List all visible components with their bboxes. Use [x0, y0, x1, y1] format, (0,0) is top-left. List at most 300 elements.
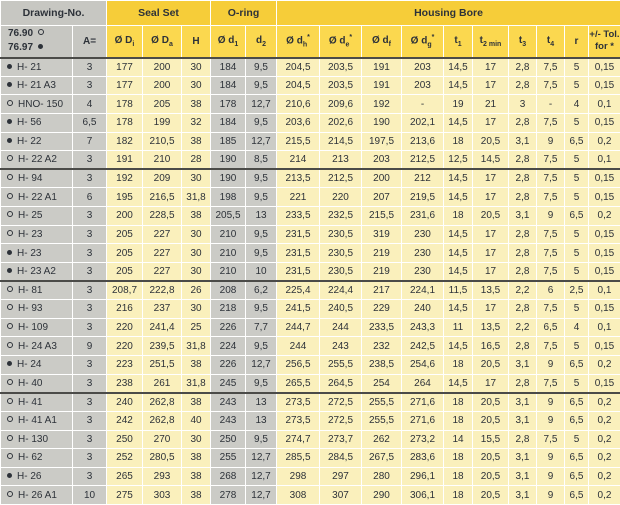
value-cell: 38 — [182, 356, 211, 375]
value-cell: 220 — [107, 337, 143, 356]
col-header-dh: Ø $d_h^*$ — [277, 26, 320, 58]
value-cell: 14,5 — [444, 337, 473, 356]
value-cell: 3 — [73, 356, 107, 375]
value-cell: 30 — [182, 58, 211, 77]
drawing-no-label: H- 62 — [18, 452, 43, 464]
table-row — [1, 244, 620, 263]
open-circle-icon — [7, 398, 13, 404]
value-cell: 9,5 — [246, 337, 277, 356]
value-cell: 0,2 — [589, 467, 620, 486]
value-cell: 230 — [402, 262, 444, 281]
value-cell: 208,7 — [107, 281, 143, 300]
value-cell: 191 — [362, 76, 402, 95]
open-circle-icon — [7, 491, 13, 497]
value-cell: 3 — [73, 430, 107, 449]
value-cell: 197,5 — [362, 132, 402, 151]
filled-circle-icon — [7, 138, 12, 143]
value-cell: 3,1 — [509, 207, 537, 226]
value-cell: 10 — [73, 486, 107, 505]
open-circle-icon — [38, 29, 44, 35]
drawing-no-cell — [1, 244, 73, 263]
value-cell: 14,5 — [444, 244, 473, 263]
table-row — [1, 113, 620, 132]
col-header-d2: $d_2$ — [246, 26, 277, 58]
value-cell: 14,5 — [444, 300, 473, 319]
value-cell: 250 — [107, 430, 143, 449]
value-cell: 280 — [362, 467, 402, 486]
value-cell: 13,5 — [473, 318, 509, 337]
value-cell: 12,7 — [246, 95, 277, 114]
value-cell: 5 — [565, 151, 589, 170]
value-cell: 243 — [211, 411, 246, 430]
value-cell: 241,5 — [277, 300, 320, 319]
value-cell: 205 — [143, 95, 182, 114]
value-cell: 16,5 — [473, 337, 509, 356]
value-cell: 272,5 — [320, 393, 362, 412]
column-header-row — [1, 26, 620, 58]
value-cell: 274,7 — [277, 430, 320, 449]
value-cell: 178 — [211, 95, 246, 114]
value-cell: 261 — [143, 374, 182, 393]
o-ring-group-header: O-ring — [211, 1, 277, 26]
value-cell: 218 — [211, 300, 246, 319]
series-76-90 — [8, 27, 72, 41]
value-cell: 13 — [246, 393, 277, 412]
value-cell: 0,1 — [589, 95, 620, 114]
value-cell: 17 — [473, 374, 509, 393]
drawing-no-label: HNO- 150 — [18, 98, 64, 110]
value-cell: 278 — [211, 486, 246, 505]
value-cell: 268 — [211, 467, 246, 486]
col-header-t2min: $t_{2 min}$ — [473, 26, 509, 58]
value-cell: 6,5 — [565, 449, 589, 468]
drawing-no-cell — [1, 225, 73, 244]
value-cell: 221 — [277, 188, 320, 207]
table-row — [1, 262, 620, 281]
value-cell: 184 — [211, 113, 246, 132]
value-cell: 190 — [211, 169, 246, 188]
value-cell: 2,8 — [509, 244, 537, 263]
value-cell: 3 — [73, 300, 107, 319]
table-row — [1, 411, 620, 430]
value-cell: 7,5 — [537, 58, 565, 77]
value-cell: 5 — [565, 58, 589, 77]
drawing-no-label: H- 93 — [18, 303, 43, 315]
value-cell: 30 — [182, 430, 211, 449]
value-cell: 4 — [73, 95, 107, 114]
value-cell: 255,5 — [362, 411, 402, 430]
value-cell: 217 — [362, 281, 402, 300]
value-cell: 9 — [537, 207, 565, 226]
value-cell: 3 — [73, 262, 107, 281]
value-cell: 226 — [211, 356, 246, 375]
value-cell: 11,5 — [444, 281, 473, 300]
drawing-no-label: H- 41 A1 — [18, 415, 57, 427]
table-row — [1, 169, 620, 188]
value-cell: 3 — [73, 318, 107, 337]
value-cell: 6,5 — [565, 486, 589, 505]
value-cell: 7,5 — [537, 337, 565, 356]
value-cell: 32 — [182, 113, 211, 132]
drawing-no-cell — [1, 262, 73, 281]
drawing-no-cell — [1, 318, 73, 337]
open-circle-icon — [7, 453, 13, 459]
value-cell: 192 — [362, 95, 402, 114]
drawing-no-label: H- 24 A3 — [18, 340, 57, 352]
value-cell: 262,8 — [143, 393, 182, 412]
col-header-df: Ø $d_f$ — [362, 26, 402, 58]
value-cell: 2,2 — [509, 318, 537, 337]
value-cell: 38 — [182, 207, 211, 226]
value-cell: 219 — [362, 262, 402, 281]
open-circle-icon — [7, 193, 13, 199]
value-cell: 185 — [211, 132, 246, 151]
value-cell: 205 — [107, 262, 143, 281]
value-cell: 20,5 — [473, 467, 509, 486]
value-cell: 0,2 — [589, 356, 620, 375]
open-circle-icon — [7, 304, 13, 310]
value-cell: 2,8 — [509, 76, 537, 95]
series-code: 76.97 — [8, 42, 34, 54]
value-cell: 238 — [107, 374, 143, 393]
value-cell: 210 — [211, 262, 246, 281]
value-cell: 0,15 — [589, 169, 620, 188]
table-row — [1, 151, 620, 170]
value-cell: 3 — [73, 374, 107, 393]
drawing-no-cell — [1, 393, 73, 412]
table-row — [1, 58, 620, 77]
value-cell: 20,5 — [473, 486, 509, 505]
value-cell: 14,5 — [444, 113, 473, 132]
value-cell: 9,5 — [246, 188, 277, 207]
value-cell: 2,8 — [509, 169, 537, 188]
value-cell: 9,5 — [246, 244, 277, 263]
value-cell: 240,5 — [320, 300, 362, 319]
value-cell: 230,5 — [320, 244, 362, 263]
value-cell: 6,5 — [565, 411, 589, 430]
value-cell: 0,2 — [589, 430, 620, 449]
value-cell: 25 — [182, 318, 211, 337]
value-cell: 14,5 — [473, 151, 509, 170]
value-cell: 0,2 — [589, 132, 620, 151]
value-cell: 0,15 — [589, 374, 620, 393]
value-cell: 244 — [320, 318, 362, 337]
value-cell: 228,5 — [143, 207, 182, 226]
value-cell: 184 — [211, 58, 246, 77]
drawing-no-cell — [1, 76, 73, 95]
value-cell: 3,1 — [509, 467, 537, 486]
col-header-a: A= — [73, 26, 107, 58]
value-cell: 3 — [73, 411, 107, 430]
value-cell: 5 — [565, 337, 589, 356]
value-cell: 17 — [473, 58, 509, 77]
drawing-no-cell — [1, 356, 73, 375]
value-cell: 0,15 — [589, 337, 620, 356]
value-cell: 12,7 — [246, 356, 277, 375]
value-cell: 0,2 — [589, 207, 620, 226]
value-cell: 242,5 — [402, 337, 444, 356]
open-circle-icon — [7, 379, 13, 385]
value-cell: 0,15 — [589, 188, 620, 207]
col-header-t4: $t_4$ — [537, 26, 565, 58]
value-cell: 177 — [107, 58, 143, 77]
value-cell: 190 — [362, 113, 402, 132]
value-cell: 14 — [444, 430, 473, 449]
value-cell: 12,7 — [246, 449, 277, 468]
value-cell: 215,5 — [277, 132, 320, 151]
value-cell: 28 — [182, 151, 211, 170]
drawing-no-cell — [1, 430, 73, 449]
value-cell: 9,5 — [246, 76, 277, 95]
value-cell: 264 — [402, 374, 444, 393]
drawing-no-cell — [1, 281, 73, 300]
value-cell: 230 — [402, 225, 444, 244]
value-cell: 239,5 — [143, 337, 182, 356]
value-cell: 273,2 — [402, 430, 444, 449]
value-cell: 0,2 — [589, 486, 620, 505]
value-cell: 38 — [182, 393, 211, 412]
value-cell: 232 — [362, 337, 402, 356]
drawing-no-label: H- 94 — [18, 173, 43, 185]
value-cell: 5 — [565, 430, 589, 449]
value-cell: 293 — [143, 467, 182, 486]
drawing-no-cell — [1, 58, 73, 77]
value-cell: 200 — [362, 169, 402, 188]
value-cell: 0,1 — [589, 281, 620, 300]
value-cell: 17 — [473, 244, 509, 263]
value-cell: 20,5 — [473, 449, 509, 468]
drawing-no-label: H- 23 — [18, 228, 43, 240]
value-cell: 18 — [444, 356, 473, 375]
open-circle-icon — [7, 342, 13, 348]
value-cell: 227 — [143, 225, 182, 244]
value-cell: 227 — [143, 244, 182, 263]
drawing-no-label: H- 24 — [17, 359, 42, 371]
value-cell: 303 — [143, 486, 182, 505]
table-row — [1, 225, 620, 244]
value-cell: 9,5 — [246, 169, 277, 188]
value-cell: 243 — [211, 393, 246, 412]
value-cell: 6,5 — [565, 393, 589, 412]
value-cell: 5 — [565, 76, 589, 95]
value-cell: 3 — [73, 169, 107, 188]
value-cell: 2,8 — [509, 337, 537, 356]
table-row — [1, 356, 620, 375]
drawing-no-label: H- 23 A2 — [17, 265, 56, 277]
value-cell: 225,4 — [277, 281, 320, 300]
value-cell: 200 — [143, 76, 182, 95]
value-cell: 3 — [73, 207, 107, 226]
table-row — [1, 188, 620, 207]
drawing-no-label: H- 109 — [18, 322, 49, 334]
value-cell: 290 — [362, 486, 402, 505]
open-circle-icon — [7, 230, 13, 236]
value-cell: 184 — [211, 76, 246, 95]
value-cell: 3,1 — [509, 132, 537, 151]
value-cell: 6,5 — [537, 318, 565, 337]
value-cell: 210,6 — [277, 95, 320, 114]
value-cell: 3 — [73, 244, 107, 263]
value-cell: 210,5 — [143, 132, 182, 151]
filled-circle-icon — [7, 64, 12, 69]
value-cell: 203,5 — [320, 58, 362, 77]
table-row — [1, 318, 620, 337]
value-cell: 244,7 — [277, 318, 320, 337]
drawing-no-cell — [1, 411, 73, 430]
value-cell: 203 — [402, 58, 444, 77]
value-cell: 14,5 — [444, 76, 473, 95]
value-cell: 275 — [107, 486, 143, 505]
open-circle-icon — [7, 435, 13, 441]
value-cell: 19 — [444, 95, 473, 114]
open-circle-icon — [7, 416, 13, 422]
value-cell: 262 — [362, 430, 402, 449]
value-cell: 297 — [320, 467, 362, 486]
drawing-no-label: H- 22 — [17, 135, 42, 147]
value-cell: 9,5 — [246, 225, 277, 244]
value-cell: 14,5 — [444, 374, 473, 393]
value-cell: 255,5 — [320, 356, 362, 375]
value-cell: 203,6 — [277, 113, 320, 132]
value-cell: 254 — [362, 374, 402, 393]
value-cell: 38 — [182, 449, 211, 468]
value-cell: 208 — [211, 281, 246, 300]
table-row — [1, 76, 620, 95]
value-cell: 17 — [473, 300, 509, 319]
value-cell: 3 — [509, 95, 537, 114]
value-cell: 212,5 — [320, 169, 362, 188]
value-cell: 210 — [143, 151, 182, 170]
value-cell: 216,5 — [143, 188, 182, 207]
value-cell: 5 — [565, 300, 589, 319]
value-cell: 216 — [107, 300, 143, 319]
value-cell: 191 — [362, 58, 402, 77]
value-cell: 3 — [73, 151, 107, 170]
value-cell: 3 — [73, 225, 107, 244]
value-cell: 13 — [246, 207, 277, 226]
col-header-tol: +/- Tol. for * — [589, 26, 620, 58]
value-cell: 7,5 — [537, 169, 565, 188]
value-cell: 17 — [473, 113, 509, 132]
drawing-no-label: H- 81 — [18, 285, 43, 297]
value-cell: 30 — [182, 169, 211, 188]
value-cell: 231,5 — [277, 244, 320, 263]
drawing-no-label: H- 25 — [18, 210, 43, 222]
col-header-de: Ø $d_e^*$ — [320, 26, 362, 58]
value-cell: 2,8 — [509, 262, 537, 281]
value-cell: 243 — [320, 337, 362, 356]
value-cell: 2,5 — [565, 281, 589, 300]
filled-circle-icon — [38, 44, 43, 49]
value-cell: 9,5 — [246, 430, 277, 449]
value-cell: 212,5 — [402, 151, 444, 170]
table-row — [1, 449, 620, 468]
value-cell: 200 — [107, 207, 143, 226]
value-cell: 17 — [473, 262, 509, 281]
value-cell: 38 — [182, 132, 211, 151]
value-cell: 6,5 — [565, 356, 589, 375]
value-cell: 17 — [473, 169, 509, 188]
value-cell: 3,1 — [509, 411, 537, 430]
table-row — [1, 374, 620, 393]
value-cell: 2,8 — [509, 430, 537, 449]
value-cell: 20,5 — [473, 411, 509, 430]
value-cell: 8,5 — [246, 151, 277, 170]
value-cell: 9,5 — [246, 58, 277, 77]
value-cell: 213,6 — [402, 132, 444, 151]
value-cell: 20,5 — [473, 207, 509, 226]
value-cell: 284,5 — [320, 449, 362, 468]
value-cell: 230 — [402, 244, 444, 263]
value-cell: 7,5 — [537, 244, 565, 263]
value-cell: 6,5 — [565, 207, 589, 226]
value-cell: 308 — [277, 486, 320, 505]
value-cell: 231,5 — [277, 262, 320, 281]
value-cell: 265,5 — [277, 374, 320, 393]
value-cell: 2,8 — [509, 225, 537, 244]
value-cell: 17 — [473, 188, 509, 207]
value-cell: 31,8 — [182, 188, 211, 207]
value-cell: 231,6 — [402, 207, 444, 226]
drawing-no-cell — [1, 188, 73, 207]
value-cell: 177 — [107, 76, 143, 95]
table-row — [1, 281, 620, 300]
value-cell: 192 — [107, 169, 143, 188]
value-cell: 7,5 — [537, 151, 565, 170]
value-cell: 273,5 — [277, 393, 320, 412]
value-cell: 0,2 — [589, 449, 620, 468]
drawing-no-label: H- 26 A1 — [18, 489, 57, 501]
table-row — [1, 132, 620, 151]
drawing-no-label: H- 41 — [18, 396, 43, 408]
table-row — [1, 337, 620, 356]
table-row — [1, 393, 620, 412]
value-cell: 18 — [444, 393, 473, 412]
value-cell: 31,8 — [182, 374, 211, 393]
value-cell: 223 — [107, 356, 143, 375]
col-header-di: Ø $D_i$ — [107, 26, 143, 58]
group-header-row — [1, 1, 620, 26]
value-cell: 3 — [73, 467, 107, 486]
value-cell: 3 — [73, 76, 107, 95]
value-cell: 222,8 — [143, 281, 182, 300]
value-cell: 9 — [537, 449, 565, 468]
value-cell: 21 — [473, 95, 509, 114]
value-cell: - — [402, 95, 444, 114]
value-cell: 207 — [362, 188, 402, 207]
value-cell: 0,1 — [589, 151, 620, 170]
table-row — [1, 95, 620, 114]
value-cell: 209 — [143, 169, 182, 188]
value-cell: 204,5 — [277, 76, 320, 95]
value-cell: 0,15 — [589, 244, 620, 263]
value-cell: 7,7 — [246, 318, 277, 337]
value-cell: 10 — [246, 262, 277, 281]
value-cell: 30 — [182, 76, 211, 95]
open-circle-icon — [7, 155, 13, 161]
drawing-no-cell — [1, 169, 73, 188]
value-cell: 2,8 — [509, 151, 537, 170]
value-cell: 31,8 — [182, 337, 211, 356]
value-cell: 256,5 — [277, 356, 320, 375]
value-cell: 271,6 — [402, 411, 444, 430]
value-cell: 7,5 — [537, 113, 565, 132]
drawing-no-cell — [1, 95, 73, 114]
series-header — [1, 26, 73, 58]
value-cell: 6 — [73, 188, 107, 207]
value-cell: 178 — [107, 95, 143, 114]
value-cell: 212 — [402, 169, 444, 188]
